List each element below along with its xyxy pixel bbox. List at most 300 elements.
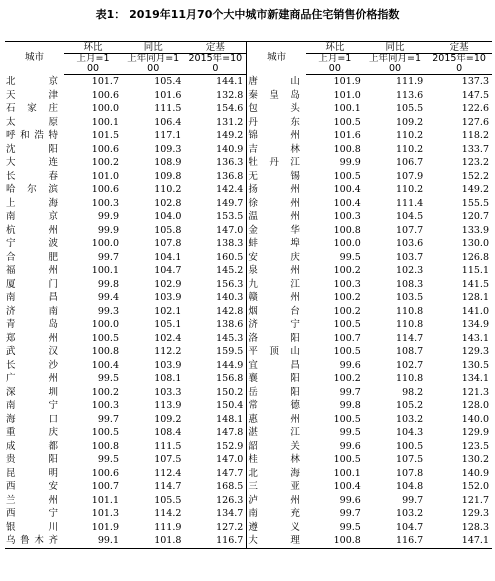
left-city-name: 上海 <box>6 197 59 209</box>
right-yoy-index: 104.5 <box>396 211 424 222</box>
right-city-name: 南充 <box>247 507 306 521</box>
table-row <box>5 116 492 130</box>
header-mom-base-cont-right: 00 <box>306 64 364 75</box>
header-yoy-base-right: 上年同月=1 <box>369 53 422 64</box>
left-yoy-index: 113.9 <box>154 400 182 411</box>
right-mom-index: 100.2 <box>333 292 361 303</box>
left-mom-index: 99.1 <box>64 534 122 548</box>
left-mom-index: 99.8 <box>97 278 119 290</box>
left-city-name: 天津 <box>6 89 59 101</box>
left-yoy-index: 101.8 <box>122 534 184 548</box>
right-yoy-index: 110.2 <box>396 184 424 195</box>
right-fixed-base-index: 129.9 <box>461 427 489 438</box>
right-mom-index: 100.8 <box>306 534 364 548</box>
table-row <box>5 318 492 332</box>
left-yoy-index: 108.1 <box>154 373 182 384</box>
right-mom-index: 99.5 <box>339 427 361 438</box>
left-mom-index: 100.3 <box>91 400 119 411</box>
right-fixed-base-index: 128.0 <box>461 400 489 411</box>
right-fixed-base-index: 134.1 <box>461 373 489 384</box>
table-row <box>5 413 492 427</box>
right-city-name: 平顶山 <box>247 345 306 359</box>
left-mom-index: 101.3 <box>91 508 119 519</box>
right-mom-index: 101.0 <box>333 89 361 101</box>
left-city-name: 南昌 <box>6 292 59 303</box>
right-mom-index: 100.1 <box>333 103 361 114</box>
header-mom-base-right: 上月=1 <box>318 53 352 64</box>
right-city-name: 徐州 <box>247 197 306 211</box>
left-fixed-base-index: 126.3 <box>216 494 244 506</box>
left-city-name: 西安 <box>6 481 59 492</box>
right-yoy-index: 107.7 <box>396 224 424 236</box>
right-fixed-base-index: 140.0 <box>461 413 489 425</box>
right-city-name: 锦州 <box>247 129 306 143</box>
left-fixed-base-index: 142.4 <box>216 184 244 195</box>
left-yoy-index: 111.9 <box>154 521 182 533</box>
right-city-name: 金华 <box>247 224 306 238</box>
right-fixed-base-index: 129.3 <box>461 508 489 519</box>
right-fixed-base-index: 147.1 <box>426 534 492 548</box>
table-row <box>5 210 492 224</box>
right-yoy-index: 103.5 <box>396 292 424 303</box>
right-city-name: 泸州 <box>247 494 306 508</box>
right-yoy-index: 110.2 <box>396 143 424 155</box>
left-yoy-index: 103.9 <box>154 359 182 371</box>
right-mom-index: 100.4 <box>333 184 361 195</box>
left-city-name: 长沙 <box>6 359 59 371</box>
table-row <box>5 143 492 157</box>
left-mom-index: 100.2 <box>91 386 119 398</box>
left-city-name: 广州 <box>6 373 59 384</box>
right-city-name: 三亚 <box>247 480 306 494</box>
table-header <box>5 42 492 75</box>
right-mom-index: 99.6 <box>339 494 361 506</box>
right-fixed-base-index: 143.1 <box>461 332 489 344</box>
right-fixed-base-index: 141.0 <box>461 305 489 317</box>
right-mom-index: 100.4 <box>333 481 361 492</box>
right-fixed-base-index: 130.0 <box>461 238 489 249</box>
right-yoy-index: 103.7 <box>396 251 424 263</box>
right-fixed-base-index: 134.9 <box>461 319 489 330</box>
right-city-name: 岳阳 <box>247 386 306 400</box>
right-yoy-index: 102.3 <box>396 265 424 276</box>
table-row <box>5 305 492 319</box>
right-fixed-base-index: 152.2 <box>461 170 489 182</box>
table-row <box>5 521 492 535</box>
right-fixed-base-index: 149.2 <box>461 184 489 195</box>
right-yoy-index: 105.2 <box>396 400 424 411</box>
right-city-name: 湛江 <box>247 426 306 440</box>
left-fixed-base-index: 138.3 <box>216 238 244 249</box>
table-row <box>5 183 492 197</box>
table-row <box>5 534 492 548</box>
left-yoy-index: 109.8 <box>154 170 182 182</box>
table-row <box>5 467 492 481</box>
left-fixed-base-index: 142.8 <box>216 305 244 317</box>
right-yoy-index: 109.2 <box>396 116 424 128</box>
right-city-name: 大理 <box>247 534 306 548</box>
table-row <box>5 170 492 184</box>
right-city-name: 桂林 <box>247 453 306 467</box>
left-city-name: 合肥 <box>6 251 59 263</box>
left-fixed-base-index: 140.9 <box>216 143 244 155</box>
left-yoy-index: 111.5 <box>154 440 182 452</box>
left-city-name: 南京 <box>6 211 59 222</box>
left-yoy-index: 103.3 <box>154 386 182 398</box>
left-fixed-base-index: 150.4 <box>216 400 244 411</box>
left-fixed-base-index: 147.0 <box>216 454 244 465</box>
left-mom-index: 100.0 <box>91 319 119 330</box>
right-fixed-base-index: 118.2 <box>461 130 489 141</box>
left-city-name: 石家庄 <box>6 103 59 114</box>
left-fixed-base-index: 138.6 <box>216 319 244 330</box>
left-fixed-base-index: 134.7 <box>216 508 244 519</box>
right-yoy-index: 110.2 <box>396 130 424 141</box>
header-city-left: 城市 <box>5 42 64 75</box>
left-fixed-base-index: 116.7 <box>184 534 246 548</box>
right-fixed-base-index: 129.3 <box>461 346 489 357</box>
left-mom-index: 100.8 <box>91 346 119 357</box>
right-mom-index: 100.5 <box>333 170 361 182</box>
right-mom-index: 100.5 <box>333 116 361 128</box>
right-mom-index: 100.5 <box>333 413 361 425</box>
left-fixed-base-index: 147.8 <box>216 427 244 438</box>
left-yoy-index: 104.0 <box>154 211 182 222</box>
left-mom-index: 101.9 <box>91 521 119 533</box>
right-yoy-index: 114.7 <box>396 332 424 344</box>
table-row <box>5 399 492 413</box>
right-city-name: 遵义 <box>247 521 306 535</box>
header-mom-base-left: 上月=1 <box>76 53 110 64</box>
right-yoy-index: 100.5 <box>396 440 424 452</box>
right-fixed-base-index: 128.3 <box>461 521 489 533</box>
header-yoy-base-cont-right: 00 <box>364 64 426 75</box>
table-row <box>5 75 492 89</box>
left-yoy-index: 112.4 <box>154 467 182 479</box>
right-city-name: 唐山 <box>247 75 306 89</box>
header-yoy-base-cont-left: 00 <box>122 64 184 75</box>
left-fixed-base-index: 168.5 <box>216 481 244 492</box>
left-fixed-base-index: 147.7 <box>216 467 244 479</box>
right-city-name: 无锡 <box>247 170 306 184</box>
table-row <box>5 440 492 454</box>
right-yoy-index: 106.7 <box>396 157 424 168</box>
table-row <box>5 426 492 440</box>
right-city-name: 包头 <box>247 102 306 116</box>
right-fixed-base-index: 130.5 <box>461 359 489 371</box>
left-city-name: 海口 <box>6 413 59 425</box>
left-city-name: 深圳 <box>6 386 59 398</box>
table-row <box>5 102 492 116</box>
table-row <box>5 386 492 400</box>
table-row <box>5 332 492 346</box>
left-mom-index: 100.6 <box>91 143 119 155</box>
left-city-name: 福州 <box>6 265 59 276</box>
right-mom-index: 100.5 <box>333 319 361 330</box>
right-yoy-index: 107.8 <box>396 467 424 479</box>
left-fixed-base-index: 160.5 <box>216 251 244 263</box>
left-yoy-index: 102.4 <box>154 332 182 344</box>
right-fixed-base-index: 128.1 <box>461 292 489 303</box>
left-fixed-base-index: 154.6 <box>216 103 244 114</box>
left-city-name: 成都 <box>6 440 59 452</box>
left-yoy-index: 114.2 <box>154 508 182 519</box>
left-city-name: 贵阳 <box>6 454 59 465</box>
right-yoy-index: 108.7 <box>396 346 424 357</box>
right-yoy-index: 116.7 <box>364 534 426 548</box>
left-mom-index: 99.9 <box>97 211 119 222</box>
left-mom-index: 99.5 <box>97 454 119 465</box>
left-city-name: 长春 <box>6 170 59 182</box>
right-fixed-base-index: 121.7 <box>461 494 489 506</box>
left-fixed-base-index: 152.9 <box>216 440 244 452</box>
left-mom-index: 100.6 <box>91 184 119 195</box>
right-fixed-base-index: 133.9 <box>461 224 489 236</box>
left-yoy-index: 104.1 <box>154 251 182 263</box>
table-row <box>5 372 492 386</box>
right-mom-index: 99.5 <box>339 521 361 533</box>
left-yoy-index: 104.7 <box>154 265 182 276</box>
left-yoy-index: 106.4 <box>154 116 182 128</box>
left-fixed-base-index: 131.2 <box>216 116 244 128</box>
left-city-name: 哈尔滨 <box>6 184 59 195</box>
left-yoy-index: 107.5 <box>154 454 182 465</box>
table-row <box>5 224 492 238</box>
left-yoy-index: 111.5 <box>154 103 182 114</box>
left-city-name: 郑州 <box>6 332 59 344</box>
right-fixed-base-index: 147.5 <box>461 89 489 101</box>
right-yoy-index: 110.8 <box>396 305 424 317</box>
right-fixed-base-index: 130.2 <box>461 454 489 465</box>
left-fixed-base-index: 136.3 <box>216 157 244 168</box>
right-fixed-base-index: 121.3 <box>461 386 489 398</box>
table-body <box>5 75 492 549</box>
right-fixed-base-index: 126.8 <box>461 251 489 263</box>
right-mom-index: 100.2 <box>333 265 361 276</box>
header-fixed-base-right: 2015年=10 <box>432 53 486 64</box>
right-city-name: 吉林 <box>247 143 306 157</box>
left-mom-index: 100.6 <box>91 467 119 479</box>
left-mom-index: 100.6 <box>91 89 119 101</box>
left-city-name: 杭州 <box>6 224 59 236</box>
right-yoy-index: 105.5 <box>396 103 424 114</box>
left-yoy-index: 105.1 <box>154 319 182 330</box>
table-row <box>5 507 492 521</box>
right-city-name: 韶关 <box>247 440 306 454</box>
left-mom-index: 99.7 <box>97 413 119 425</box>
right-yoy-index: 110.8 <box>396 373 424 384</box>
table-row <box>5 197 492 211</box>
left-fixed-base-index: 127.2 <box>216 521 244 533</box>
left-city-name: 大连 <box>6 157 59 168</box>
left-yoy-index: 105.4 <box>154 76 182 87</box>
right-mom-index: 99.5 <box>339 251 361 263</box>
right-yoy-index: 113.6 <box>396 89 424 101</box>
table-title: 表1： 2019年11月70个大中城市新建商品住宅销售价格指数 <box>95 8 400 21</box>
left-mom-index: 101.1 <box>91 494 119 506</box>
left-city-name: 宁波 <box>6 238 59 249</box>
right-yoy-index: 107.5 <box>396 454 424 465</box>
header-mom-left: 环比 <box>64 42 122 54</box>
left-fixed-base-index: 156.8 <box>216 373 244 384</box>
right-yoy-index: 111.9 <box>396 76 424 87</box>
right-yoy-index: 98.2 <box>402 386 424 398</box>
right-fixed-base-index: 120.7 <box>461 211 489 222</box>
left-mom-index: 100.8 <box>91 440 119 452</box>
right-fixed-base-index: 152.0 <box>461 481 489 492</box>
left-yoy-index: 114.7 <box>154 481 182 492</box>
right-city-name: 常德 <box>247 399 306 413</box>
table-row <box>5 494 492 508</box>
right-mom-index: 100.3 <box>333 211 361 222</box>
right-city-name: 襄阳 <box>247 372 306 386</box>
right-mom-index: 100.2 <box>333 373 361 384</box>
right-city-name: 九江 <box>247 278 306 292</box>
table-row <box>5 291 492 305</box>
table-row <box>5 453 492 467</box>
left-mom-index: 99.5 <box>97 373 119 384</box>
left-yoy-index: 105.8 <box>154 224 182 236</box>
right-fixed-base-index: 127.6 <box>461 116 489 128</box>
right-mom-index: 100.5 <box>333 454 361 465</box>
left-city-name: 西宁 <box>6 508 59 519</box>
header-fixed-left: 定基 <box>184 42 246 54</box>
left-city-name: 银川 <box>6 521 59 533</box>
left-fixed-base-index: 140.3 <box>216 292 244 303</box>
right-fixed-base-index: 137.3 <box>461 76 489 87</box>
right-yoy-index: 107.9 <box>396 170 424 182</box>
left-fixed-base-index: 153.5 <box>216 211 244 222</box>
right-mom-index: 100.2 <box>333 305 361 317</box>
right-city-name: 扬州 <box>247 183 306 197</box>
left-yoy-index: 110.2 <box>154 184 182 195</box>
right-mom-index: 99.9 <box>339 157 361 168</box>
header-yoy-right: 同比 <box>364 42 426 54</box>
right-city-name: 惠州 <box>247 413 306 427</box>
left-city-name: 呼和浩特 <box>6 130 59 141</box>
right-yoy-index: 104.3 <box>396 427 424 438</box>
table-row <box>5 89 492 103</box>
left-fixed-base-index: 149.2 <box>216 130 244 141</box>
left-mom-index: 100.0 <box>91 103 119 114</box>
right-fixed-base-index: 122.6 <box>461 103 489 114</box>
left-mom-index: 101.7 <box>91 76 119 87</box>
left-city-name: 济南 <box>6 305 59 317</box>
header-fixed-right: 定基 <box>426 42 492 54</box>
right-yoy-index: 103.6 <box>396 238 424 249</box>
right-mom-index: 100.3 <box>333 278 361 290</box>
table-row <box>5 480 492 494</box>
left-mom-index: 100.4 <box>91 359 119 371</box>
right-fixed-base-index: 155.5 <box>461 197 489 209</box>
right-mom-index: 101.9 <box>333 76 361 87</box>
header-fixed-base-cont-right: 0 <box>426 64 492 75</box>
left-fixed-base-index: 145.2 <box>216 265 244 276</box>
right-city-name: 洛阳 <box>247 332 306 346</box>
right-city-name: 宜昌 <box>247 359 306 373</box>
left-fixed-base-index: 132.8 <box>216 89 244 101</box>
left-city-name: 昆明 <box>6 467 59 479</box>
right-yoy-index: 111.4 <box>396 197 424 209</box>
left-fixed-base-index: 148.1 <box>216 413 244 425</box>
table-row <box>5 129 492 143</box>
right-city-name: 牡丹江 <box>247 156 306 170</box>
left-yoy-index: 102.9 <box>154 278 182 290</box>
right-mom-index: 100.0 <box>333 238 361 249</box>
right-yoy-index: 108.3 <box>396 278 424 290</box>
header-city-right: 城市 <box>247 42 306 75</box>
header-fixed-base-cont-left: 0 <box>184 64 246 75</box>
right-fixed-base-index: 140.9 <box>461 467 489 479</box>
right-city-name: 秦皇岛 <box>247 89 306 103</box>
table-row <box>5 278 492 292</box>
right-mom-index: 99.6 <box>339 359 361 371</box>
price-index-table <box>5 41 492 549</box>
left-fixed-base-index: 136.8 <box>216 170 244 182</box>
left-yoy-index: 107.8 <box>154 238 182 249</box>
left-city-name: 武汉 <box>6 346 59 357</box>
right-city-name: 泉州 <box>247 264 306 278</box>
left-fixed-base-index: 159.5 <box>216 346 244 357</box>
right-city-name: 温州 <box>247 210 306 224</box>
left-city-name: 乌鲁木齐 <box>5 534 64 548</box>
table-row <box>5 156 492 170</box>
right-yoy-index: 99.7 <box>402 494 424 506</box>
right-fixed-base-index: 123.5 <box>461 440 489 452</box>
left-fixed-base-index: 144.1 <box>216 76 244 87</box>
header-mom-right: 环比 <box>306 42 364 54</box>
right-fixed-base-index: 123.2 <box>461 157 489 168</box>
left-yoy-index: 109.2 <box>154 413 182 425</box>
right-mom-index: 101.6 <box>333 130 361 141</box>
right-mom-index: 100.7 <box>333 332 361 344</box>
right-city-name: 蚌埠 <box>247 237 306 251</box>
right-yoy-index: 110.8 <box>396 319 424 330</box>
left-yoy-index: 109.3 <box>154 143 182 155</box>
right-city-name: 丹东 <box>247 116 306 130</box>
left-yoy-index: 117.1 <box>154 130 182 141</box>
left-fixed-base-index: 149.7 <box>216 197 244 209</box>
right-mom-index: 100.8 <box>333 224 361 236</box>
table-row <box>5 237 492 251</box>
left-city-name: 厦门 <box>6 278 59 290</box>
left-yoy-index: 102.1 <box>154 305 182 317</box>
header-yoy-left: 同比 <box>122 42 184 54</box>
left-yoy-index: 101.6 <box>154 89 182 101</box>
left-mom-index: 101.5 <box>91 130 119 141</box>
left-city-name: 南宁 <box>6 400 59 411</box>
left-city-name: 沈阳 <box>6 143 59 155</box>
right-fixed-base-index: 141.5 <box>461 278 489 290</box>
left-yoy-index: 108.4 <box>154 427 182 438</box>
right-yoy-index: 104.8 <box>396 481 424 492</box>
header-mom-base-cont-left: 00 <box>64 64 122 75</box>
left-mom-index: 99.4 <box>97 292 119 303</box>
right-mom-index: 99.7 <box>339 508 361 519</box>
left-yoy-index: 105.5 <box>154 494 182 506</box>
left-mom-index: 101.0 <box>91 170 119 182</box>
left-mom-index: 99.9 <box>97 224 119 236</box>
right-mom-index: 100.5 <box>333 346 361 357</box>
table-row <box>5 264 492 278</box>
left-mom-index: 100.5 <box>91 427 119 438</box>
right-fixed-base-index: 133.7 <box>461 143 489 155</box>
left-city-name: 青岛 <box>6 319 59 330</box>
right-mom-index: 100.8 <box>333 143 361 155</box>
header-yoy-base-left: 上年同月=1 <box>127 53 180 64</box>
left-fixed-base-index: 144.9 <box>216 359 244 371</box>
header-fixed-base-left: 2015年=10 <box>188 53 243 64</box>
